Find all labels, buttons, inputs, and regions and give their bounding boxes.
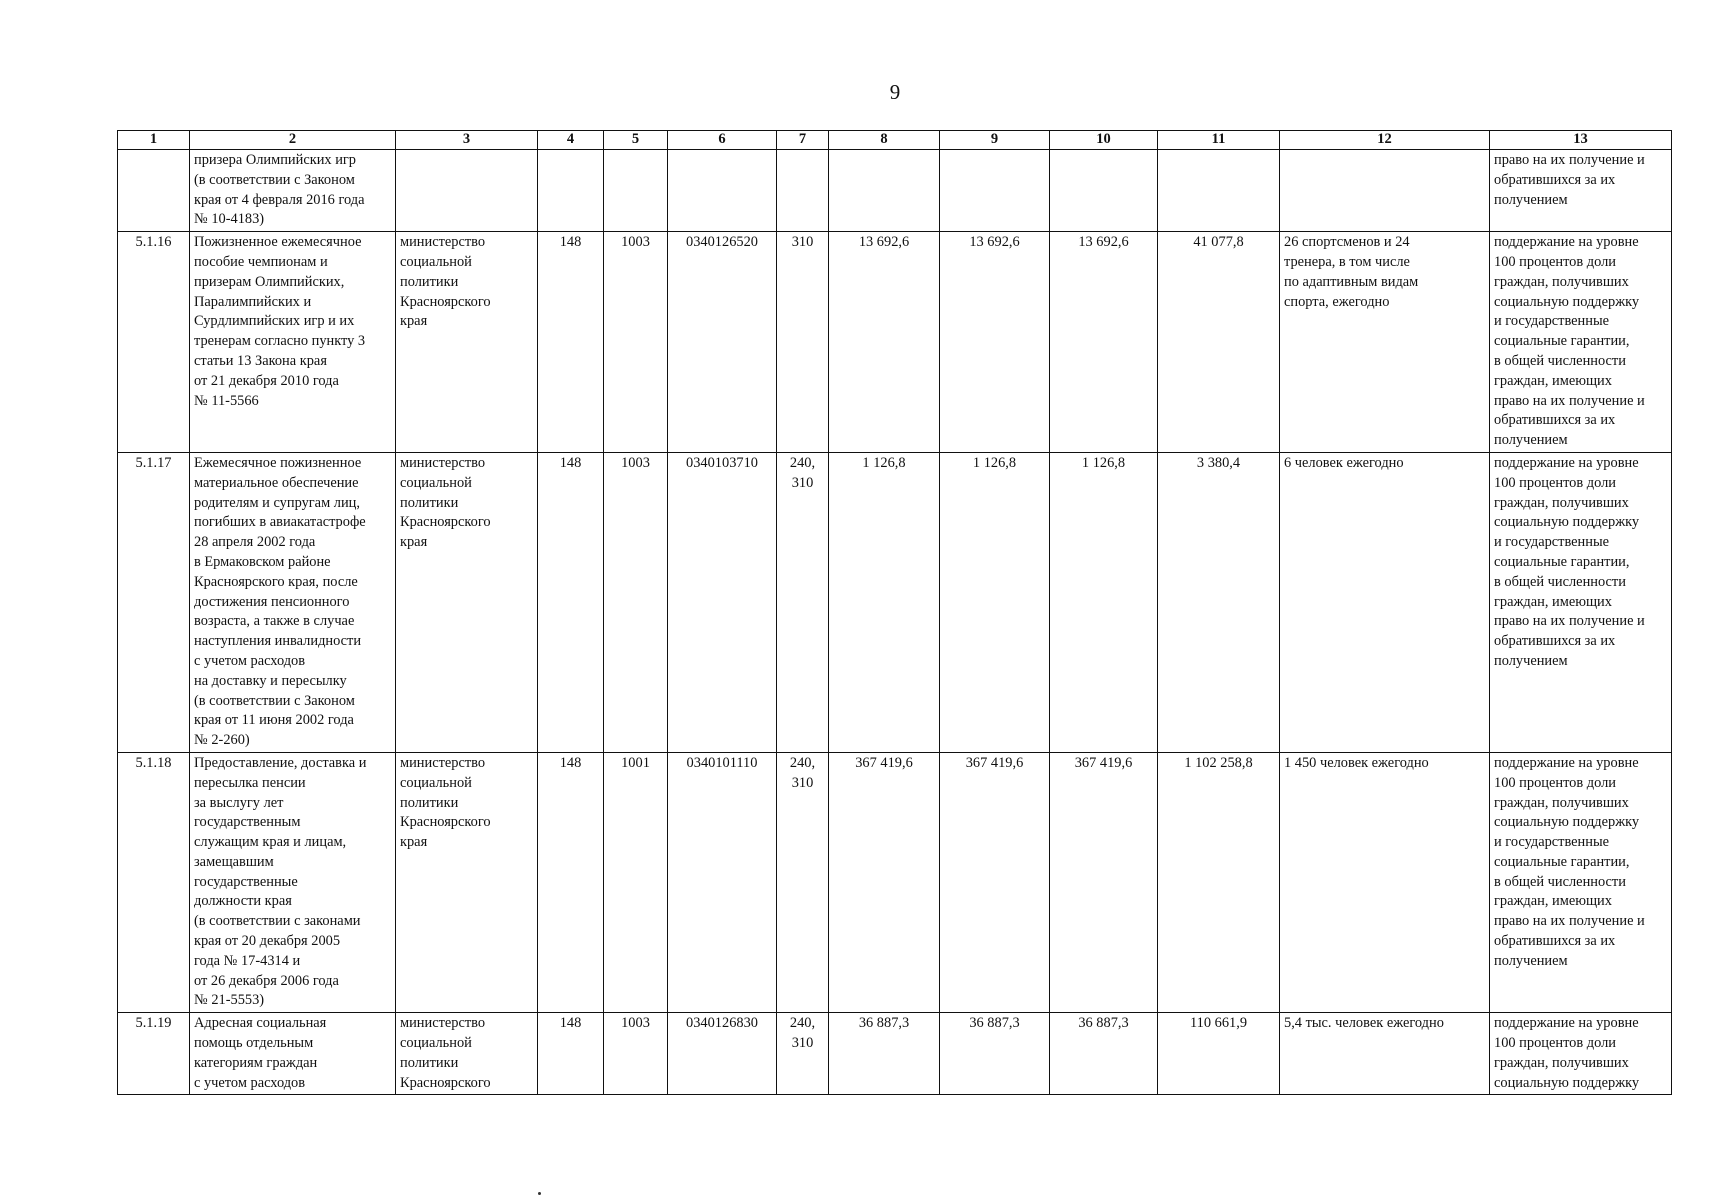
amount-year-3: 36 887,3: [1050, 1013, 1158, 1095]
target-indicator: поддержание на уровне 100 процентов доли граждан, получивших социальную поддержку и государственные социальные гарантии, в общей численности граждан, имеющих право на их получение и обратившихся за их получением: [1490, 452, 1672, 752]
row-number: 5.1.18: [118, 752, 190, 1012]
expected-result: 5,4 тыс. человек ежегодно: [1280, 1013, 1490, 1095]
responsible-ministry: министерство социальной политики Красноярского: [396, 1013, 538, 1095]
amount-total: 1 102 258,8: [1158, 752, 1280, 1012]
expense-type-code: 310: [777, 232, 829, 453]
amount-year-2: 367 419,6: [940, 752, 1050, 1012]
column-number-header-row: [118, 131, 1672, 150]
header-cell: 3: [396, 131, 538, 150]
target-indicator: поддержание на уровне 100 процентов доли граждан, получивших социальную поддержку и государственные социальные гарантии, в общей численности граждан, имеющих право на их получение и обратившихся за их получением: [1490, 752, 1672, 1012]
expected-result: [1280, 150, 1490, 232]
measure-name: Ежемесячное пожизненное материальное обеспечение родителям и супругам лиц, погибших в авиакатастрофе 28 апреля 2002 года в Ермаковском районе Красноярского края, после достижения пенсионного возраста, а также в случае наступления инвалидности с учетом расходов на доставку и пересылку (в соответствии с Законом края от 11 июня 2002 года № 2-260): [190, 452, 396, 752]
page-number: 9: [889, 80, 901, 104]
header-cell: 2: [190, 131, 396, 150]
amount-year-3: 367 419,6: [1050, 752, 1158, 1012]
header-cell: 10: [1050, 131, 1158, 150]
header-cell: 6: [668, 131, 777, 150]
amount-year-2: 36 887,3: [940, 1013, 1050, 1095]
amount-year-1: 13 692,6: [829, 232, 940, 453]
header-cell: 12: [1280, 131, 1490, 150]
section-code: 1003: [604, 232, 668, 453]
target-indicator: поддержание на уровне 100 процентов доли граждан, получивших социальную поддержку и государственные социальные гарантии, в общей численности граждан, имеющих право на их получение и обратившихся за их получением: [1490, 232, 1672, 453]
responsible-ministry: министерство социальной политики Красноярского края: [396, 452, 538, 752]
table-row: [118, 752, 1672, 1012]
header-cell: 9: [940, 131, 1050, 150]
expense-type-code: 240, 310: [777, 452, 829, 752]
expense-type-code: 240, 310: [777, 752, 829, 1012]
amount-year-1: 36 887,3: [829, 1013, 940, 1095]
grbs-code: 148: [538, 452, 604, 752]
target-article-code: 0340101110: [668, 752, 777, 1012]
table-row: [118, 452, 1672, 752]
amount-year-3: 1 126,8: [1050, 452, 1158, 752]
row-number: 5.1.16: [118, 232, 190, 453]
amount-year-2: [940, 150, 1050, 232]
table-row: [118, 150, 1672, 232]
amount-year-1: [829, 150, 940, 232]
expense-type-code: [777, 150, 829, 232]
measure-name: призера Олимпийских игр (в соответствии с Законом края от 4 февраля 2016 года № 10-4183): [190, 150, 396, 232]
header-cell: 4: [538, 131, 604, 150]
amount-year-3: 13 692,6: [1050, 232, 1158, 453]
target-article-code: 0340126520: [668, 232, 777, 453]
program-activities-table: [117, 130, 1672, 1095]
header-cell: 8: [829, 131, 940, 150]
target-indicator: право на их получение и обратившихся за их получением: [1490, 150, 1672, 232]
section-code: [604, 150, 668, 232]
row-number: [118, 150, 190, 232]
target-article-code: 0340103710: [668, 452, 777, 752]
grbs-code: 148: [538, 232, 604, 453]
row-number: 5.1.19: [118, 1013, 190, 1095]
grbs-code: [538, 150, 604, 232]
header-cell: 5: [604, 131, 668, 150]
target-article-code: [668, 150, 777, 232]
amount-year-3: [1050, 150, 1158, 232]
grbs-code: 148: [538, 752, 604, 1012]
responsible-ministry: [396, 150, 538, 232]
measure-name: Пожизненное ежемесячное пособие чемпионам и призерам Олимпийских, Паралимпийских и Сурдлимпийских игр и их тренерам согласно пункту 3 статьи 13 Закона края от 21 декабря 2010 года № 11-5566: [190, 232, 396, 453]
header-cell: 13: [1490, 131, 1672, 150]
expense-type-code: 240, 310: [777, 1013, 829, 1095]
measure-name: Адресная социальная помощь отдельным категориям граждан с учетом расходов: [190, 1013, 396, 1095]
responsible-ministry: министерство социальной политики Красноярского края: [396, 752, 538, 1012]
header-cell: 1: [118, 131, 190, 150]
table-row: [118, 232, 1672, 453]
expected-result: 6 человек ежегодно: [1280, 452, 1490, 752]
header-cell: 11: [1158, 131, 1280, 150]
section-code: 1003: [604, 452, 668, 752]
table-row: [118, 1013, 1672, 1095]
amount-year-2: 13 692,6: [940, 232, 1050, 453]
header-cell: 7: [777, 131, 829, 150]
amount-total: [1158, 150, 1280, 232]
responsible-ministry: министерство социальной политики Красноярского края: [396, 232, 538, 453]
amount-year-1: 1 126,8: [829, 452, 940, 752]
amount-total: 110 661,9: [1158, 1013, 1280, 1095]
section-code: 1001: [604, 752, 668, 1012]
target-article-code: 0340126830: [668, 1013, 777, 1095]
grbs-code: 148: [538, 1013, 604, 1095]
expected-result: 1 450 человек ежегодно: [1280, 752, 1490, 1012]
row-number: 5.1.17: [118, 452, 190, 752]
section-code: 1003: [604, 1013, 668, 1095]
expected-result: 26 спортсменов и 24 тренера, в том числе по адаптивным видам спорта, ежегодно: [1280, 232, 1490, 453]
scan-speck: [538, 1192, 541, 1195]
amount-year-2: 1 126,8: [940, 452, 1050, 752]
amount-total: 41 077,8: [1158, 232, 1280, 453]
amount-year-1: 367 419,6: [829, 752, 940, 1012]
target-indicator: поддержание на уровне 100 процентов доли граждан, получивших социальную поддержку: [1490, 1013, 1672, 1095]
measure-name: Предоставление, доставка и пересылка пенсии за выслугу лет государственным служащим края и лицам, замещавшим государственные должности края (в соответствии с законами края от 20 декабря 2005 года № 17-4314 и от 26 декабря 2006 года № 21-5553): [190, 752, 396, 1012]
amount-total: 3 380,4: [1158, 452, 1280, 752]
